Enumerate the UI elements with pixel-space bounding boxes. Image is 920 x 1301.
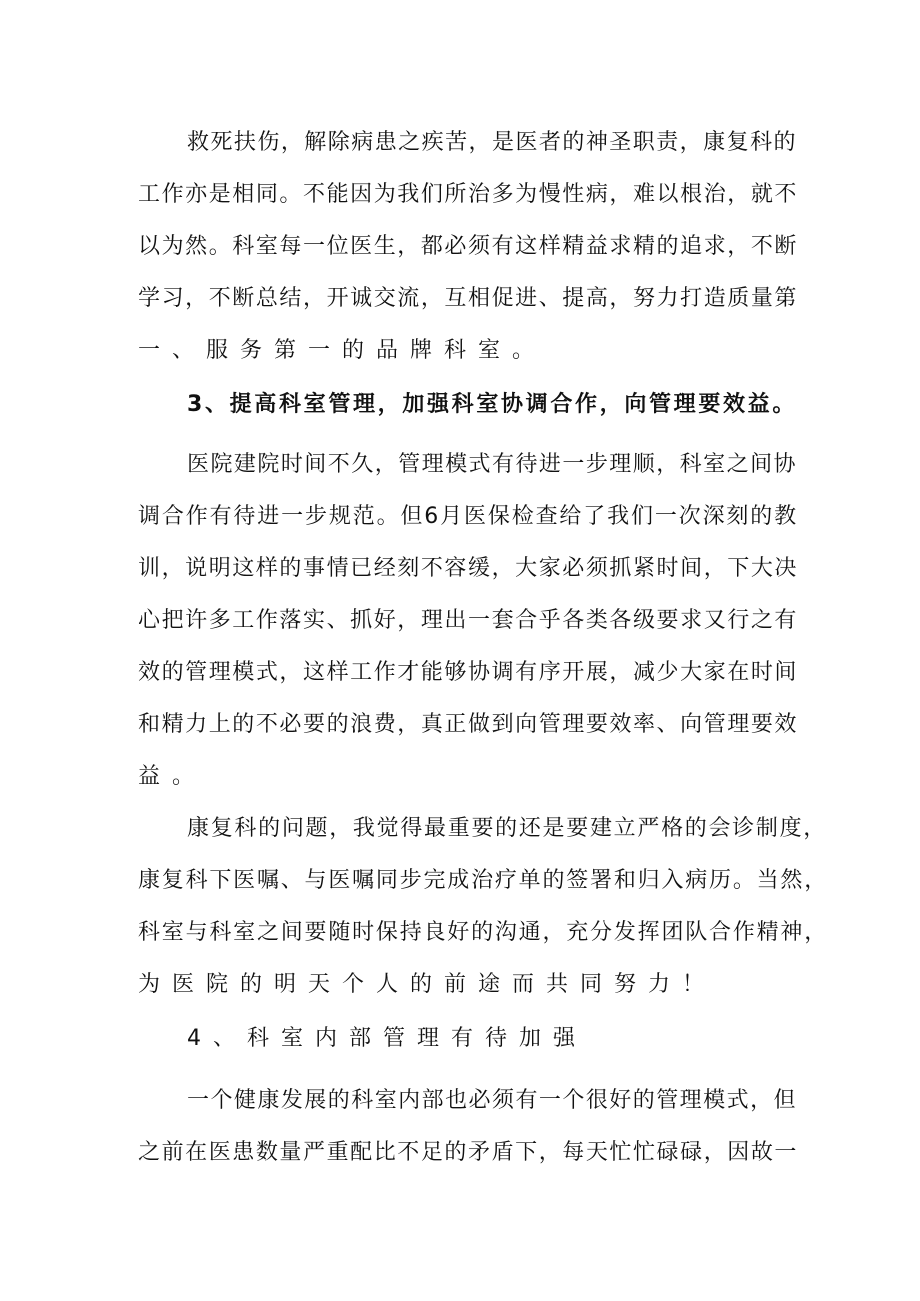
paragraph-3-line-2: 康复科下医嘱、与医嘱同步完成治疗单的签署和归入病历。当然， (138, 868, 828, 893)
paragraph-1-line-5: 一、服务第一的品牌科室。 (138, 338, 547, 363)
paragraph-3-line-1: 康复科的问题，我觉得最重要的还是要建立严格的会诊制度， (187, 816, 827, 841)
paragraph-2-line-7: 益。 (138, 764, 207, 789)
paragraph-4-line-1: 一个健康发展的科室内部也必须有一个很好的管理模式，但 (187, 1088, 797, 1113)
paragraph-2-line-2: 调合作有待进一步规范。但6月医保检查给了我们一次深刻的教 (138, 504, 798, 529)
paragraph-2-line-6: 和精力上的不必要的浪费，真正做到向管理要效率、向管理要效 (138, 712, 798, 737)
paragraph-2-line-5: 效的管理模式，这样工作才能够协调有序开展，减少大家在时间 (138, 660, 798, 685)
paragraph-1-line-2: 工作亦是相同。不能因为我们所治多为慢性病，难以根治，就不 (138, 182, 798, 207)
section-heading-3: 3、提高科室管理，加强科室协调合作，向管理要效益。 (187, 392, 797, 417)
paragraph-2-line-1: 医院建院时间不久，管理模式有待进一步理顺，科室之间协 (187, 452, 797, 477)
paragraph-1-line-1: 救死扶伤，解除病患之疾苦，是医者的神圣职责，康复科的 (187, 130, 797, 155)
paragraph-1-line-4: 学习，不断总结，开诚交流，互相促进、提高，努力打造质量第 (138, 286, 798, 311)
paragraph-2-line-4: 心把许多工作落实、抓好，理出一套合乎各类各级要求又行之有 (138, 608, 798, 633)
paragraph-3-line-4: 为医院的明天个人的前途而共同努力！ (138, 972, 717, 997)
paragraph-2-line-3: 训，说明这样的事情已经刻不容缓，大家必须抓紧时间，下大决 (138, 556, 798, 581)
paragraph-3-line-3: 科室与科室之间要随时保持良好的沟通，充分发挥团队合作精神， (138, 920, 828, 945)
paragraph-1-line-3: 以为然。科室每一位医生，都必须有这样精益求精的追求，不断 (138, 234, 798, 259)
section-heading-4: 4、科室内部管理有待加强 (187, 1026, 587, 1051)
paragraph-4-line-2: 之前在医患数量严重配比不足的矛盾下，每天忙忙碌碌，因故一 (138, 1140, 798, 1165)
